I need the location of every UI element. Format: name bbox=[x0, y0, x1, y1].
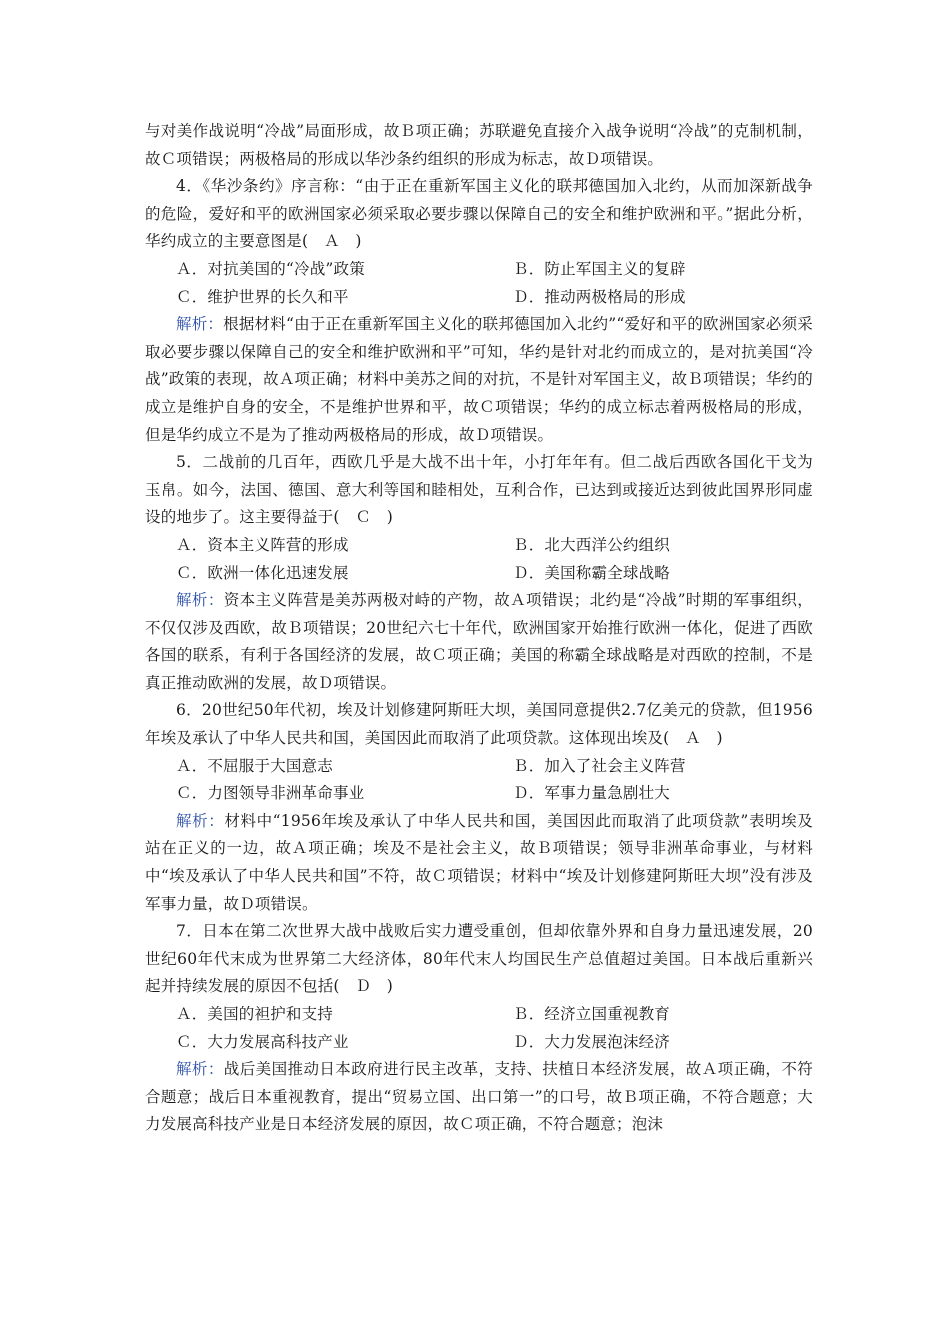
explanation-text: 资本主义阵营是美苏两极对峙的产物，故Ａ项错误；北约是“冷战”时期的军事组织，不仅仅涉及西欧，故Ｂ项错误；20世纪六七十年代，欧洲国家开始推行欧洲一体化，促进了西欧各国的联系，有利于各国经济的发展，故Ｃ项正确；美国的称霸全球战略是对西欧的控制，不是真正推动欧洲的发展，故Ｄ项错误。 bbox=[145, 591, 813, 692]
explanation bbox=[145, 808, 813, 918]
option-c: Ｃ．力图领导非洲革命事业 bbox=[176, 784, 365, 803]
option-c: Ｃ．维护世界的长久和平 bbox=[176, 287, 349, 306]
question-stem: 7．日本在第二次世界大战中战败后实力遭受重创，但却依靠外界和自身力量迅速发展，20世纪60年代末成为世界第二大经济体，80年代末人均国民生产总值超过美国。日本战后重新兴起并持续发展的原因不包括( Ｄ ) bbox=[145, 922, 813, 996]
option-d: Ｄ．军事力量急剧壮大 bbox=[513, 784, 671, 803]
option-a: Ａ．资本主义阵营的形成 bbox=[176, 535, 349, 554]
explanation bbox=[145, 1056, 813, 1139]
explanation bbox=[145, 311, 813, 449]
option-list bbox=[145, 256, 813, 311]
option-d: Ｄ．美国称霸全球战略 bbox=[513, 563, 671, 582]
option-b: Ｂ．加入了社会主义阵营 bbox=[513, 756, 686, 775]
document-page bbox=[145, 118, 813, 1139]
option-list bbox=[145, 532, 813, 587]
explanation-label: 解析： bbox=[176, 811, 225, 830]
option-b: Ｂ．经济立国重视教育 bbox=[513, 1005, 671, 1023]
option-list bbox=[145, 1001, 813, 1056]
option-c: Ｃ．大力发展高科技产业 bbox=[176, 1032, 349, 1051]
question-6 bbox=[145, 697, 813, 918]
explanation-label: 解析： bbox=[176, 315, 224, 334]
explanation-text: 材料中“1956年埃及承认了中华人民共和国，美国因此而取消了此项贷款”表明埃及站在正义的一边，故Ａ项正确；埃及不是社会主义，故Ｂ项错误；领导非洲革命事业，与材料中“埃及承认了中华人民共和国”不符，故Ｃ项错误；材料中“埃及计划修建阿斯旺大坝”没有涉及军事力量，故Ｄ项错误。 bbox=[145, 811, 813, 913]
explanation-label: 解析： bbox=[176, 591, 224, 610]
explanation-label: 解析： bbox=[176, 1060, 224, 1079]
explanation-text: 根据材料“由于正在重新军国主义化的联邦德国加入北约”“爱好和平的欧洲国家必须采取必要步骤以保障自己的安全和维护欧洲和平”可知，华约是针对北约而成立的，是对抗美国“冷战”政策的表现，故Ａ项正确；材料中美苏之间的对抗，不是针对军国主义，故Ｂ项错误；华约的成立是维护自身的安全，不是维护世界和平，故Ｃ项错误；华约的成立标志着两极格局的形成，但是华约成立不是为了推动两极格局的形成，故Ｄ项错误。 bbox=[145, 315, 813, 444]
question-stem: 5．二战前的几百年，西欧几乎是大战不出十年，小打年年有。但二战后西欧各国化干戈为玉帛。如今，法国、德国、意大利等国和睦相处，互利合作，已达到或接近达到彼此国界形同虚设的地步了。这主要得益于( Ｃ ) bbox=[145, 453, 813, 527]
option-d: Ｄ．推动两极格局的形成 bbox=[513, 287, 686, 306]
option-a: Ａ．不屈服于大国意志 bbox=[176, 756, 334, 775]
question-7 bbox=[145, 918, 813, 1139]
option-c: Ｃ．欧洲一体化迅速发展 bbox=[176, 563, 349, 582]
option-a: Ａ．美国的袒护和支持 bbox=[176, 1005, 334, 1023]
option-a: Ａ．对抗美国的“冷战”政策 bbox=[176, 259, 365, 278]
explanation bbox=[145, 587, 813, 697]
option-b: Ｂ．北大西洋公约组织 bbox=[513, 535, 671, 554]
question-stem: 6．20世纪50年代初，埃及计划修建阿斯旺大坝，美国同意提供2.7亿美元的贷款，但1956年埃及承认了中华人民共和国，美国因此而取消了此项贷款。这体现出埃及( Ａ ) bbox=[145, 701, 813, 748]
question-4 bbox=[145, 173, 813, 449]
intro-paragraph: 与对美作战说明“冷战”局面形成，故Ｂ项正确；苏联避免直接介入战争说明“冷战”的克制机制，故Ｃ项错误；两极格局的形成以华沙条约组织的形成为标志，故Ｄ项错误。 bbox=[145, 122, 813, 168]
option-d: Ｄ．大力发展泡沫经济 bbox=[513, 1032, 671, 1051]
question-5 bbox=[145, 449, 813, 697]
option-b: Ｂ．防止军国主义的复辟 bbox=[513, 259, 686, 278]
question-stem: 4．《华沙条约》序言称：“由于正在重新军国主义化的联邦德国加入北约，从而加深新战争的危险，爱好和平的欧洲国家必须采取必要步骤以保障自己的安全和维护欧洲和平。”据此分析，华约成立的主要意图是( Ａ ) bbox=[145, 177, 813, 251]
option-list bbox=[145, 753, 813, 808]
explanation-text: 战后美国推动日本政府进行民主改革，支持、扶植日本经济发展，故Ａ项正确，不符合题意；战后日本重视教育，提出“贸易立国、出口第一”的口号，故Ｂ项正确，不符合题意；大力发展高科技产业是日本经济发展的原因，故Ｃ项正确，不符合题意；泡沫 bbox=[145, 1060, 813, 1134]
